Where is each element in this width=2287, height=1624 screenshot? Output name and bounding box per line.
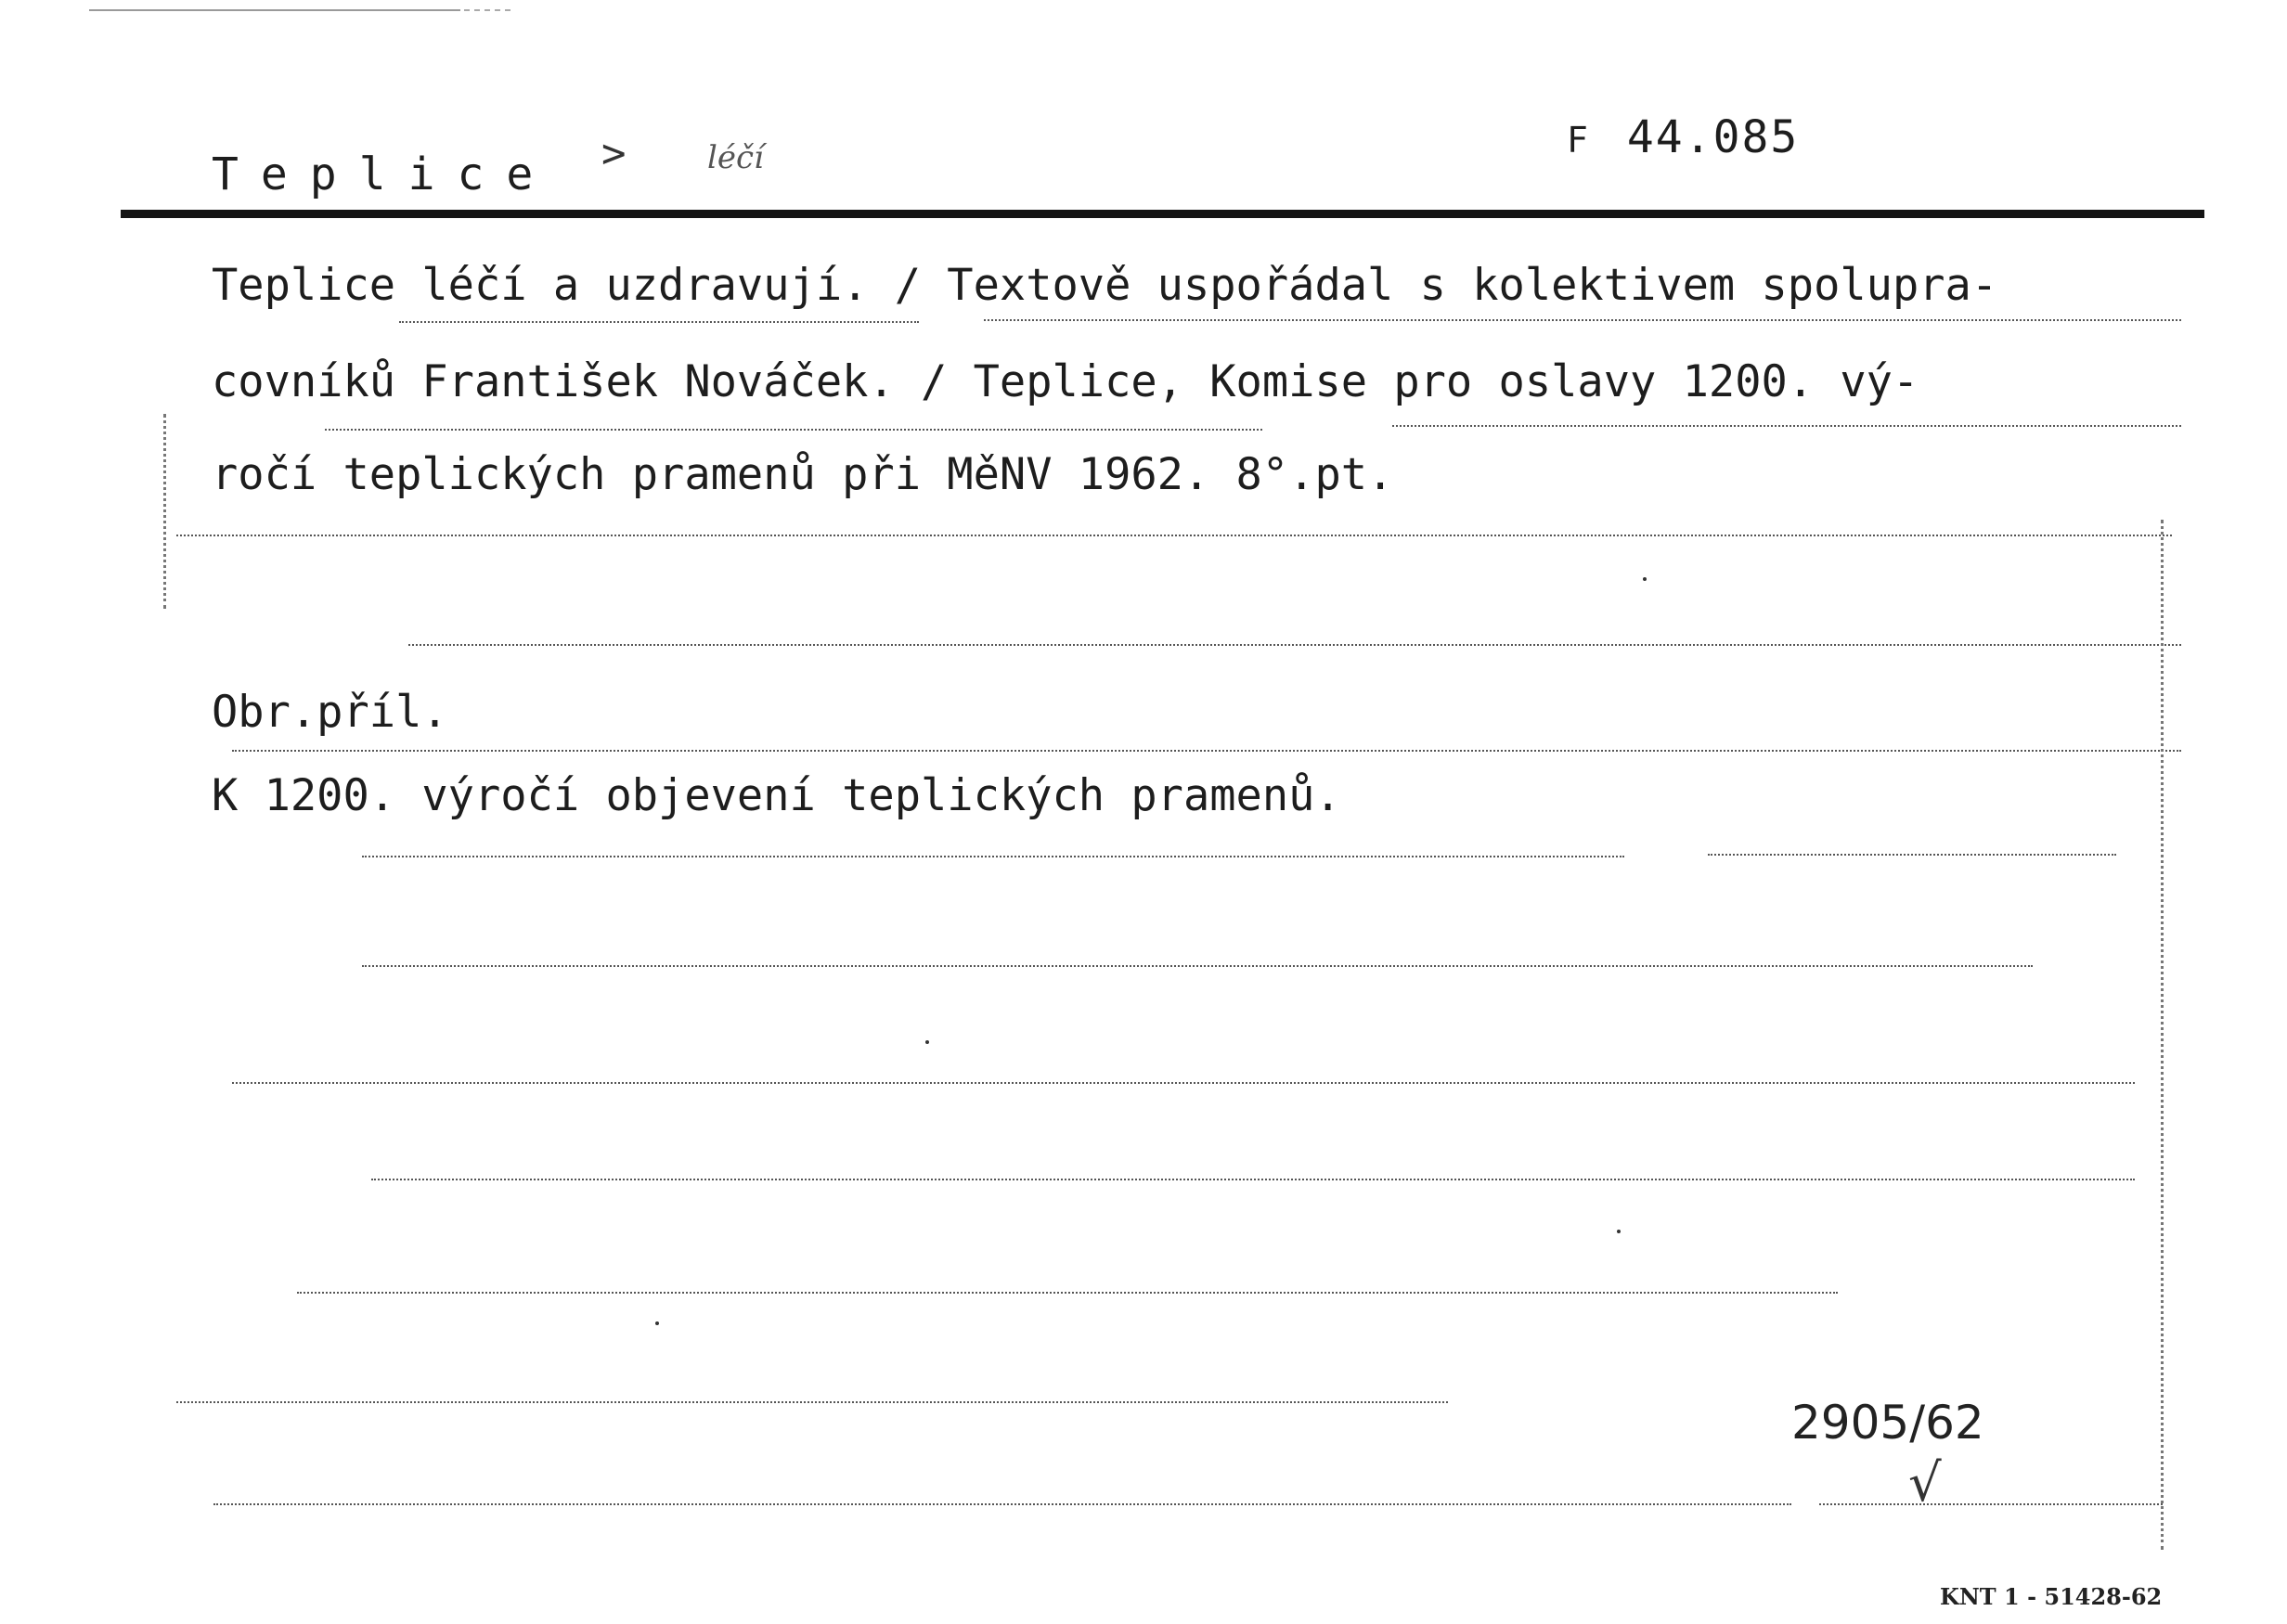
guide-line <box>325 429 1262 431</box>
top-edge-rule <box>89 9 460 11</box>
guide-line <box>176 1401 1448 1403</box>
guide-line <box>399 321 919 323</box>
left-margin-dots <box>163 414 166 609</box>
speck <box>1617 1230 1621 1233</box>
description-line-3: ročí teplických pramenů při MěNV 1962. 8°.pt. <box>212 449 1394 500</box>
note-text: K 1200. výročí objevení teplických pramenů. <box>212 770 1341 821</box>
call-number-value: 44.085 <box>1626 111 1800 163</box>
guide-line <box>362 856 1624 857</box>
right-margin-dots <box>2161 520 2164 1550</box>
guide-line <box>1708 854 2116 856</box>
card-heading: Teplice <box>212 148 556 200</box>
guide-line <box>984 319 2181 321</box>
speck <box>655 1321 659 1325</box>
speck <box>925 1040 929 1044</box>
call-number-prefix: F <box>1567 120 1590 161</box>
top-edge-dash <box>464 9 510 13</box>
speck <box>1643 577 1647 581</box>
heading-angle-mark: > <box>601 130 627 177</box>
heading-rule <box>121 210 2204 218</box>
guide-line <box>232 1082 2135 1084</box>
printer-code: KNT 1 - 51428-62 <box>1940 1583 2163 1610</box>
handwritten-note: léčí <box>707 139 764 176</box>
description-line-1: Teplice léčí a uzdravují. / Textově uspořádal s kolektivem spolupra- <box>212 260 1998 311</box>
guide-line <box>297 1292 1838 1294</box>
guide-line <box>362 965 2033 967</box>
guide-line <box>1819 1503 2163 1505</box>
guide-line <box>1392 425 2181 427</box>
guide-line <box>213 1503 1791 1505</box>
note-label: Obr.příl. <box>212 687 448 738</box>
accession-number: 2905/62 <box>1791 1396 1984 1450</box>
check-mark: √ <box>1908 1453 1942 1514</box>
guide-line <box>176 535 2172 536</box>
guide-line <box>408 644 2181 646</box>
guide-line <box>371 1179 2135 1180</box>
guide-line <box>232 750 2181 752</box>
call-number <box>1567 111 1799 163</box>
description-line-2: covníků František Nováček. / Teplice, Komise pro oslavy 1200. vý- <box>212 356 1919 407</box>
